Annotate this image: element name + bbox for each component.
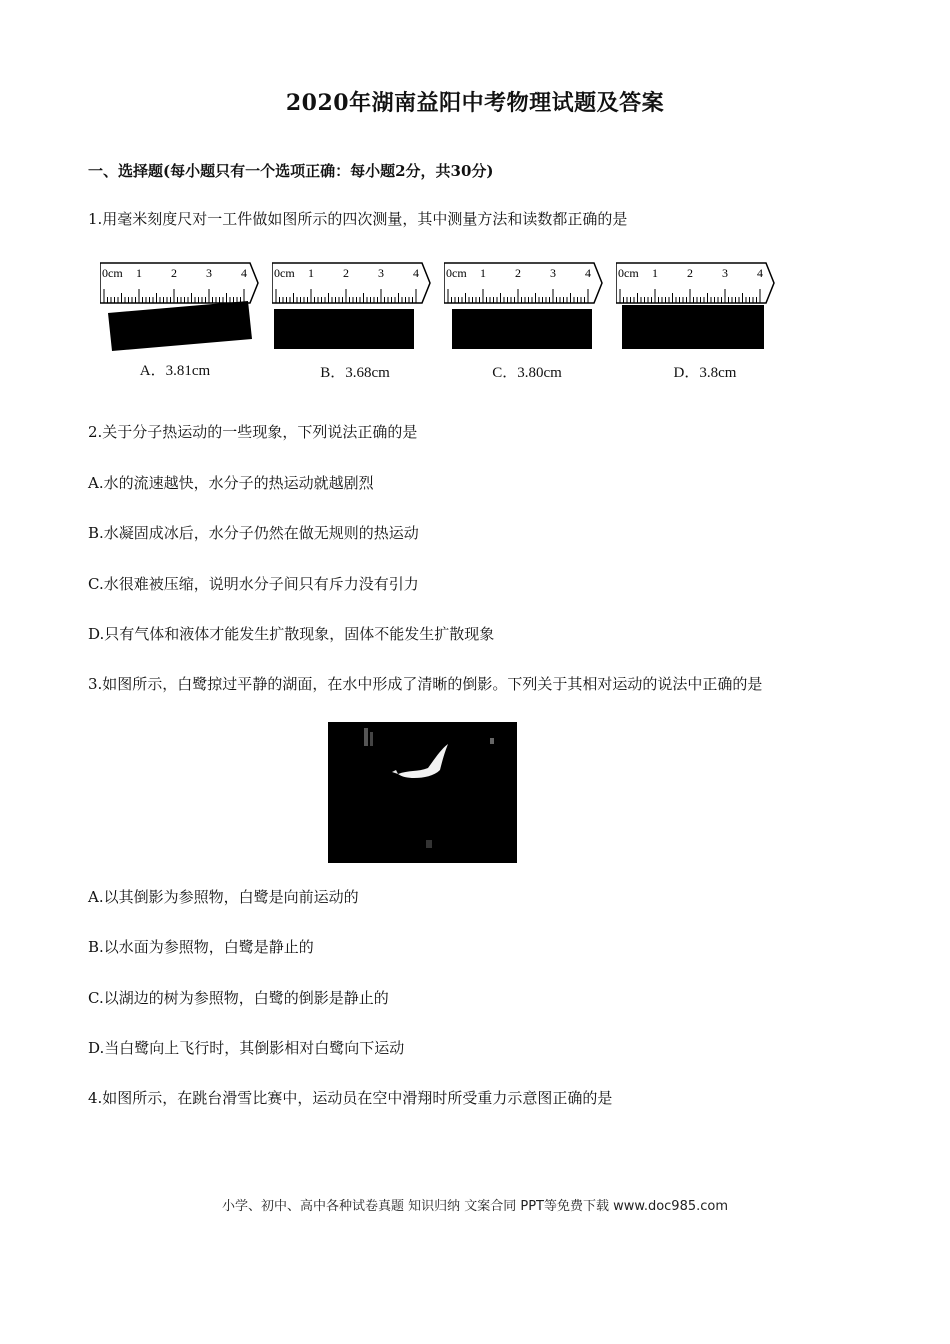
question-1-stem: 1.用毫米刻度尺对一工件做如图所示的四次测量，其中测量方法和读数都正确的是	[88, 210, 628, 228]
ruler-figure-c	[444, 255, 614, 385]
ruler-tick-label: 4	[757, 266, 763, 280]
ruler-b-caption: B．3.68cm	[320, 365, 390, 381]
workpiece-b	[274, 309, 414, 349]
ruler-outline	[272, 263, 430, 303]
question-3-option-b: B.以水面为参照物，白鹭是静止的	[88, 938, 314, 956]
ruler-tick-label: 0cm	[618, 266, 639, 280]
workpiece-d	[622, 305, 764, 349]
ruler-tick-label: 1	[136, 266, 142, 280]
ruler-outline	[616, 263, 774, 303]
ruler-a-svg	[100, 255, 270, 355]
ruler-tick-label: 4	[585, 266, 591, 280]
ruler-tick-label: 3	[722, 266, 728, 280]
ruler-tick-label: 0cm	[102, 266, 123, 280]
ruler-tick-label: 3	[206, 266, 212, 280]
ruler-figure-a	[100, 255, 270, 385]
ruler-tick-label: 3	[550, 266, 556, 280]
ruler-figure-b	[272, 255, 442, 385]
question-2-option-b: B.水凝固成冰后，水分子仍然在做无规则的热运动	[88, 524, 419, 542]
ruler-outline	[444, 263, 602, 303]
question-2-option-c: C.水很难被压缩，说明水分子间只有斥力没有引力	[88, 575, 419, 593]
section-heading: 一、选择题(每小题只有一个选项正确：每小题2分，共30分)	[88, 162, 494, 180]
workpiece-c	[452, 309, 592, 349]
question-2-option-a: A.水的流速越快，水分子的热运动就越剧烈	[88, 474, 374, 492]
ruler-c-body	[444, 263, 602, 303]
question-2-option-d: D.只有气体和液体才能发生扩散现象，固体不能发生扩散现象	[88, 625, 495, 643]
ruler-d-svg	[616, 255, 786, 355]
ruler-tick-label: 0cm	[274, 266, 295, 280]
question-3-option-c: C.以湖边的树为参照物，白鹭的倒影是静止的	[88, 989, 389, 1007]
question-2-stem: 2.关于分子热运动的一些现象，下列说法正确的是	[88, 423, 418, 441]
footer-text: 小学、初中、高中各种试卷真题 知识归纳 文案合同 PPT等免费下载 www.doc985.com	[221, 1199, 729, 1214]
ruler-tick-label: 3	[378, 266, 384, 280]
ruler-figure-d	[616, 255, 786, 385]
egret-photo	[328, 722, 517, 863]
ruler-c-svg	[444, 255, 614, 355]
ruler-outline	[100, 263, 258, 303]
question-3-stem: 3.如图所示，白鹭掠过平静的湖面，在水中形成了清晰的倒影。下列关于其相对运动的说法中正确的是	[88, 675, 763, 693]
ruler-b-body	[272, 263, 430, 303]
question-3-option-a: A.以其倒影为参照物，白鹭是向前运动的	[88, 888, 359, 906]
ruler-c-caption: C．3.80cm	[492, 365, 562, 381]
page-title: 2020年湖南益阳中考物理试题及答案	[285, 90, 665, 116]
ruler-b-svg	[272, 255, 442, 355]
ruler-a-caption: A．3.81cm	[139, 363, 211, 379]
ruler-a-body	[100, 263, 258, 303]
ruler-figures	[100, 255, 790, 385]
ruler-d-caption: D．3.8cm	[673, 365, 737, 381]
ruler-tick-label: 1	[652, 266, 658, 280]
ruler-d-body	[616, 263, 774, 303]
workpiece-a	[108, 301, 252, 351]
egret-photo-svg	[328, 722, 517, 863]
ruler-tick-label: 2	[171, 266, 177, 280]
ruler-tick-label: 1	[480, 266, 486, 280]
question-3-option-d: D.当白鹭向上飞行时，其倒影相对白鹭向下运动	[88, 1039, 405, 1057]
ruler-tick-label: 1	[308, 266, 314, 280]
ruler-tick-label: 2	[687, 266, 693, 280]
question-4-stem: 4.如图所示，在跳台滑雪比赛中，运动员在空中滑翔时所受重力示意图正确的是	[88, 1089, 613, 1107]
ruler-tick-label: 4	[241, 266, 247, 280]
ruler-tick-label: 4	[413, 266, 419, 280]
ruler-tick-label: 2	[343, 266, 349, 280]
ruler-tick-label: 2	[515, 266, 521, 280]
ruler-tick-label: 0cm	[446, 266, 467, 280]
